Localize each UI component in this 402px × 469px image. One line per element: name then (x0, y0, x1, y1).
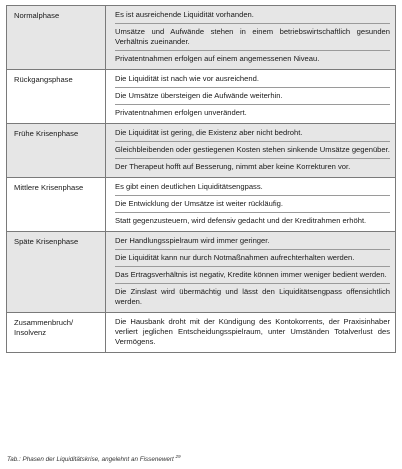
table-row-spaete-krisenphase (7, 232, 395, 313)
table-caption (7, 454, 181, 463)
phase-description (106, 124, 395, 177)
description-line: Die Zinslast wird übermächtig und lässt den Liquiditätsengpass offensichtlich werden. (115, 287, 390, 306)
liquidity-crisis-phases-table (6, 5, 396, 353)
description-line: Es ist ausreichende Liquidität vorhanden. (115, 7, 390, 24)
table-row-zusammenbruch-insolvenz (7, 313, 395, 353)
description-line: Die Umsätze übersteigen die Aufwände weiterhin. (115, 88, 390, 105)
description-line: Privatentnahmen erfolgen auf einem angemessenen Niveau. (115, 54, 320, 63)
phase-label: Mittlere Krisenphase (7, 178, 106, 231)
footnote-reference: 29 (175, 454, 181, 459)
description-line: Der Handlungsspielraum wird immer geringer. (115, 233, 390, 250)
table-row-mittlere-krisenphase (7, 178, 395, 232)
phase-description (106, 6, 395, 69)
phase-label: Späte Krisenphase (7, 232, 106, 312)
description-line: Privatentnahmen erfolgen unverändert. (115, 108, 247, 117)
description-line: Die Liquidität ist gering, die Existenz aber nicht bedroht. (115, 125, 390, 142)
description-line: Das Ertragsverhältnis ist negativ, Kredite können immer weniger bedient werden. (115, 267, 390, 284)
description-line: Die Liquidität kann nur durch Notmaßnahmen aufrechterhalten werden. (115, 250, 390, 267)
caption-text: Tab.: Phasen der Liquiditätskrise, angelehnt an Fissenewert (7, 456, 174, 463)
description-line: Die Liquidität ist nach wie vor ausreichend. (115, 71, 390, 88)
phase-label: Rückgangsphase (7, 70, 106, 123)
phase-description (106, 178, 395, 231)
table-row-normalphase (7, 6, 395, 70)
description-line: Der Therapeut hofft auf Besserung, nimmt aber keine Korrekturen vor. (115, 162, 351, 171)
phase-description (106, 70, 395, 123)
description-line: Statt gegenzusteuern, wird defensiv gedacht und der Kreditrahmen erhöht. (115, 216, 367, 225)
table-row-fruehe-krisenphase (7, 124, 395, 178)
description-line: Gleichbleibenden oder gestiegenen Kosten stehen sinkende Umsätze gegenüber. (115, 142, 390, 159)
description-line: Es gibt einen deutlichen Liquiditätsengpass. (115, 179, 390, 196)
phase-label: Frühe Krisenphase (7, 124, 106, 177)
phase-label: Zusammenbruch/ Insolvenz (7, 313, 106, 352)
table-row-rueckgangsphase (7, 70, 395, 124)
description-line: Die Hausbank droht mit der Kündigung des Kontokorrents, der Praxisinhaber verliert jeglichen Entscheidungsspielraum, unter Umständen Totalverlust des Vermögens. (115, 317, 390, 346)
phase-label: Normalphase (7, 6, 106, 69)
description-line: Umsätze und Aufwände stehen in einem betriebswirtschaftlich gesunden Verhältnis zueinander. (115, 24, 390, 51)
phase-description (106, 232, 395, 312)
description-line: Die Entwicklung der Umsätze ist weiter rückläufig. (115, 196, 390, 213)
phase-description (106, 313, 395, 352)
